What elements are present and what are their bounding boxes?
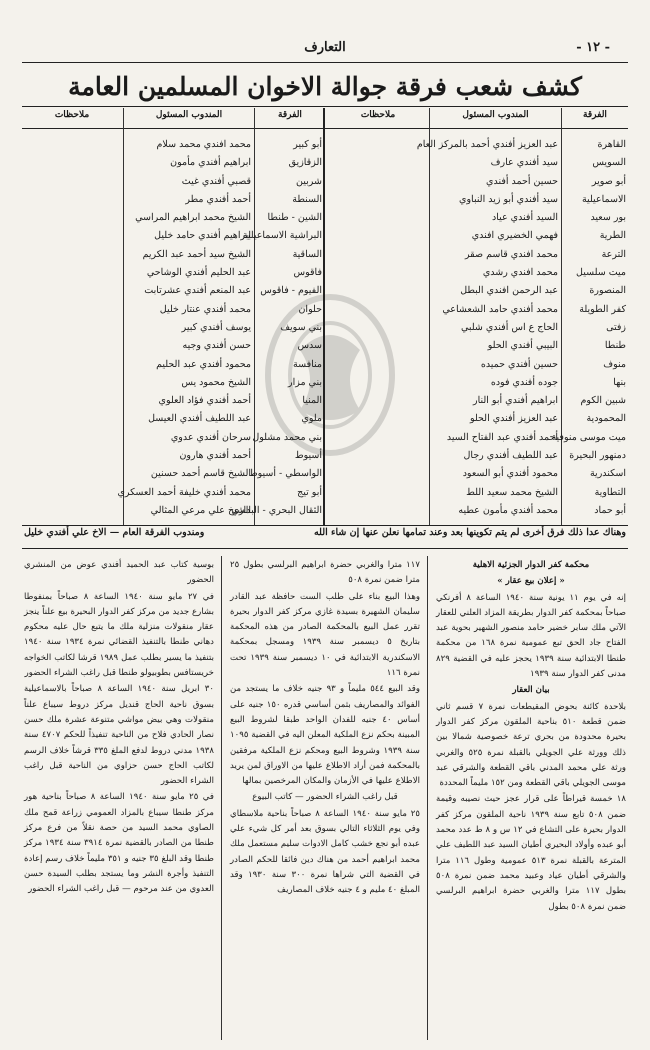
delegate-cell: محمد افندي محمد سلام — [156, 139, 251, 150]
troop-cell: أبو حماد — [594, 504, 626, 516]
right-troops-list — [551, 136, 626, 520]
ad-heading: « إعلان بيع عقار » — [497, 576, 565, 587]
delegate-cell: محمد أفندي حامد الشعشاعي — [442, 303, 558, 315]
col-header-troop-right: الفرقة — [583, 110, 607, 120]
ad-column-middle — [230, 558, 420, 1038]
troop-cell: حلوان — [298, 303, 322, 315]
delegate-cell: ابراهيم أفندي حامد خليل — [154, 230, 251, 242]
column-divider — [221, 556, 222, 1040]
publication-name: التعارف — [304, 40, 346, 55]
ad-column-left — [24, 558, 214, 1038]
title-rule — [22, 106, 628, 107]
delegate-cell: محمود أفندي أبو السعود — [462, 468, 558, 480]
ad-column-right — [436, 558, 626, 1038]
troop-cell: طنطا — [604, 340, 626, 352]
troop-cell: البراشية الاسماعيلية — [242, 230, 322, 242]
col-header-notes-left: ملاحظات — [54, 110, 90, 120]
delegate-cell: أحمد أفندي هارون — [179, 450, 251, 462]
page-number: - ١٢ - — [576, 40, 610, 55]
table-header-rule — [22, 128, 628, 129]
ads-top-rule — [22, 548, 628, 549]
ad-paragraph: وقد البيع ٥٤٤ مليماً و ٩٣ جنيه خلاف ما يستجد من الفوائد والمصاريف بثمن أساسي قدره ١٥٠ جنيه على أساس ٤٠ جنيه للفدان الواحد طبقا لشروط البيع المبينة بحكم نزع الملكية المعلن اليه في القضية ١٠٩٥ سنة ١٩٣٩ وشروط البيع ومحكم نزع الملكية مرفقين بالمحكمة فمن أراد الاطلاع عليها من الاوراق لمن يريد الاطلاع عليها في الأزمان والمكان المرخصين بمالها — [230, 684, 421, 787]
troop-cell: المنيا — [302, 395, 322, 407]
delegate-cell: الشيخ محمد سعيد اللط — [466, 486, 558, 498]
troop-cell: الواسطي - أسيوط — [248, 468, 322, 480]
troop-cell: بني محمد مشلول — [252, 431, 322, 443]
troop-cell: القاهرة — [597, 139, 626, 150]
footnote-right: وهناك عدا ذلك فرق أخرى لم يتم تكوينها بعد وعند تمامها نعلن عنها إن شاء الله — [313, 527, 626, 538]
delegate-cell: عبد اللطيف أفندي العيسل — [148, 413, 251, 425]
ad-paragraph: في ٢٥ مايو سنة ١٩٤٠ الساعة ٨ صباحاً بناحية هور مركز طنطا سيباع بالمزاد العمومي زراعة قمح ملك الصاوي محمد السيد من حصة نقلاً من فرع مركز طنطا من الصادر بالقضية نمرة ٣٩١٤ سنة ١٩٣٤ مركز طنطا وقد البلغ ٣٥ جنيه و ٣٥١ مليماً خلاف رسم إعادة التنفيذ وأجرة النشر وما يستجد بطلب السيدة حسن العدوي من عند مرحوم — قبل راغب الشراء الحضور — [24, 792, 215, 895]
footnote-left: ومندوب الفرقة العام — الاخ علي أفندي خليل — [24, 527, 205, 538]
table-footnote — [24, 527, 626, 545]
delegate-cell: جوده أفندي فوده — [490, 376, 558, 388]
ad-heading: بيان العقار — [512, 685, 550, 696]
col-header-notes-right: ملاحظات — [360, 110, 396, 120]
ad-paragraph: وهذا البيع بناء على طلب الست حافظة عبد القادر سليمان الشهيرة بسيدة غازي مركز كفر الدوار بحيرة تقرر عمل البيع بالمحكمة الصادر من هذه المحكمة بتاريخ ٥ ديسمبر سنة ١٩٣٩ ومسجل بمحكمة الاسكندرية الابتدائية في ١٠ ديسمبر سنة ١٩٣٩ تحت نمرة ١١٦ — [230, 591, 420, 679]
delegate-cell: أحمد أفندي عبد الفتاح السيد — [446, 431, 558, 443]
troop-cell: السنطة — [292, 193, 322, 205]
troop-cell: بني سويف — [280, 321, 322, 333]
ad-paragraph: إنه في يوم ١١ يونية سنة ١٩٤٠ الساعة ٨ أفرنكي صباحاً بمحكمة كفر الدوار بطريقة المزاد العلني للعقار الآتي ملك سابر خضير حامد منصور الشهير بحوية عبد الفتاح جاد الحق تبع عمومية نمرة ١٦٨ من محكمة طنطا الابتدائية سنة ١٩٣٩ يحجز عليه في القضية ٨٢٩ مدنى كفر الدوار سنة ١٩٣٩ — [436, 592, 626, 680]
delegate-cell: حسين أحمد أفندي — [486, 175, 558, 187]
delegate-cell: سيد أفندي عارف — [490, 157, 558, 169]
delegate-cell: عبد اللطيف أفندي رجال — [463, 450, 558, 462]
troop-cell: ميت موسى منوفية — [551, 431, 626, 443]
troop-cell: بني مزار — [287, 376, 322, 388]
troop-cell: ميت سلسيل — [576, 267, 626, 279]
troop-cell: الساقية — [292, 248, 322, 260]
troop-cell: منوف — [603, 358, 626, 370]
ad-paragraph: ١٨ خمسة قيراطاً على قرار عجز حيث نصيبه وقيمة ضمن ٥٠٨ تابع سنة ١٩٣٩ ناحية الملقون مركز كفر الدوار بحيرة على التشاع في ١٢ س و ٨ ط عدد محمد أبو عبده وأولاد البحيري أطيان السيد عبد اللطيف علي المترعة بالقبلة نمرة ٥١٣ عمومية وطول ١١٦ مترا والشرقي أطيان عياد وعبيد محمد ضمن نمرة ٥٠٨ بطول ١١٧ مترا والغربي حضرة ابراهيم البرلسي ضمن نمرة ٥٠٨ بطول — [436, 794, 627, 912]
delegate-cell: أحمد أفندي فؤاد العلوي — [158, 395, 251, 407]
troop-cell: أبو صوير — [591, 175, 626, 187]
delegate-cell: حسن أفندي وجيه — [182, 340, 251, 352]
troop-cell: الطرية — [599, 230, 626, 242]
troop-cell: فاقوس — [293, 267, 322, 279]
delegate-cell: البيبي أفندي الحلو — [487, 340, 558, 352]
table-divider — [561, 108, 562, 526]
header-rule — [22, 62, 628, 63]
troop-cell: أبو كبير — [293, 139, 322, 150]
ad-paragraph: ٢٥ مايو سنة ١٩٤٠ الساعة ٨ صباحاً بناحية ملاسطاي وفي يوم الثلاثاء التالي بسوق بعد أمر كل شيء علي عبده أبو نجع خشب كامل الادوات سليم مستعمل ملك محمد ابراهيم أحمد من هناك دين فائقا للحكم الصادر في القضية التي شراها نمرة ٣٠٠ سنة ١٩٣٠ وقد المبلغ ٤٠ مليم و ٤ جنيه خلاف المصاريف — [230, 808, 421, 896]
troop-cell: دمنهور البحيرة — [569, 450, 626, 462]
troop-cell: الزقازيق — [288, 157, 322, 169]
delegate-cell: عبد العزيز أفندي أحمد بالمركز العام — [416, 139, 558, 150]
delegate-cell: محمد افندي قاسم صقر — [464, 248, 558, 260]
ad-signature: قبل راغب الشراء الحضور — كاتب البيوع — [252, 792, 398, 803]
delegate-cell: محمد افندي رشدي — [482, 267, 558, 279]
troop-cell: كفر الطويلة — [579, 303, 626, 315]
troop-cell: الثقال البحري - البداري — [231, 504, 322, 516]
table-divider — [123, 108, 124, 526]
delegate-cell: محمد أفندي عنتار خليل — [159, 303, 251, 315]
col-header-delegate-right: المندوب المسئول — [462, 110, 529, 120]
delegate-cell: عبد المنعم أفندي عشرتابت — [144, 285, 251, 297]
troop-cell: بور سعيد — [590, 212, 626, 224]
delegate-cell: الشيخ قاسم أحمد حسنين — [150, 468, 251, 480]
delegate-cell: ابراهيم أفندي مأمون — [170, 157, 251, 169]
ad-paragraph: بلاحدة كائنة بحوض المقيطعات نمرة ٧ قسم ثاني ضمن قطعة ٥١٠ بناحية الملقون مركز كفر الدوار بحيرة محدودة من بحري ترعة خصوصية شمالا بين ذلك وورثة علي الجويلي بالقبلة نمرة ٥٢٥ والغربي ورثة علي محمد المدني باقي القطعة والشرقي عبد موسى الجويلي باقي القطعة ومن ١٥٢ مليماً المحددة — [436, 701, 626, 789]
troop-cell: شبين الكوم — [580, 395, 626, 407]
troop-cell: اسكندرية — [589, 468, 626, 480]
troop-cell: الاسماعيلية — [581, 193, 626, 205]
ad-paragraph: بوسية كتاب عبد الحميد أفندي عوض من المنشري الحضور — [24, 560, 214, 586]
delegate-cell: ابراهيم أفندي أبو النار — [473, 395, 558, 407]
delegate-cell: قصبي أفندي غيث — [181, 175, 251, 187]
column-divider — [427, 556, 428, 1040]
troop-cell: التطاوية — [594, 486, 626, 498]
delegate-cell: يوسف أفندي كبير — [181, 321, 251, 333]
ad-paragraph: ٣٠ ابريل سنة ١٩٤٠ الساعة ٨ صباحاً بالاسماعيلية بسوق ناحية الحاج قنديل مركز دروط سيباع علناً منقولات وهي بيض مواشي متنوعة عشرة ملك حسن نصار الحادي فلاح من الناحية تنفيذاً للحكم ٤٧٠٧ سنة ١٩٣٨ مدني دروط لدفع الملغ ٣٣٥ قرشاً خلاف الرسم لكاتب الحاج حسن حزاوي من الناحية قبل راغب الشراء الحضور — [24, 684, 215, 787]
troop-cell: أبو تيج — [297, 486, 322, 498]
delegate-cell: أحمد أفندي مطر — [185, 193, 251, 205]
troop-cell: سدس — [297, 340, 322, 352]
table-bottom-rule — [22, 525, 628, 526]
troop-cell: المنصورة — [589, 285, 626, 297]
col-header-troop-left: الفرقة — [278, 110, 302, 120]
delegate-cell: الحاج ع اس أفندي شلبي — [460, 321, 558, 333]
ad-paragraph: في ٢٧ مايو سنة ١٩٤٠ الساعة ٨ صباحاً بمنفوطا بشارع جديد من مركز كفر الدوار البحيرة بيع علناً ينجز عقار منقولات منزلية ملك ما يتبع حال عليه محكوم دهاني طنطا بالتنفيذ القضائي نمرة ١٩٣٤ سنة ١٩٤٠ بتنفيذ ما يسير بطلب عمل ١٩٨٩ قرشا لكاتب الخواجه خريستافس بطوبيولو طنطا قبل راغب الشراء الحضور — [24, 591, 214, 679]
delegate-cell: سرحان أفندي عدوي — [170, 431, 251, 443]
right-delegates-list — [416, 136, 558, 520]
delegate-cell: عبد الحليم أفندي الوشاحي — [146, 267, 251, 279]
ad-paragraph: ١١٧ مترا والغربي حضرة ابراهيم البرلسي بطول ٢٥ مترا ضمن نمرة ٥٠٨ — [230, 560, 420, 586]
troop-cell: المحمودية — [586, 413, 626, 425]
delegate-cell: عبد العزيز أفندي الحلو — [469, 413, 558, 425]
delegate-cell: الشيخ محمود يس — [181, 376, 251, 388]
delegate-cell: محمود أفندي عبد الحليم — [156, 358, 251, 370]
troop-cell: زفتى — [606, 321, 626, 333]
left-delegates-list — [117, 136, 251, 520]
delegate-cell: السيد أفندي عياد — [491, 212, 558, 224]
delegate-cell: محمد أفندي مأمون عطيه — [458, 504, 558, 516]
page-title: كشف شعب فرقة جوالة الاخوان المسلمين العامة — [68, 72, 582, 101]
troop-cell: الفيوم - فاقوس — [260, 285, 322, 297]
troop-cell: الترعة — [601, 248, 626, 260]
troop-cell: بنها — [613, 376, 626, 388]
left-troops-list — [231, 136, 322, 520]
col-header-delegate-left: المندوب المسئول — [155, 110, 223, 120]
troop-cell: الشين - طنطا — [267, 212, 322, 224]
table-divider — [254, 108, 255, 526]
page-header — [30, 40, 620, 60]
delegate-cell: فهمي الخضيري افندي — [471, 230, 558, 242]
delegate-cell: الشيخ سيد أحمد عبد الكريم — [142, 248, 251, 260]
delegate-cell: حسين أفندي حميده — [480, 358, 558, 370]
delegate-cell: الشيخ محمد ابراهيم المراسي — [135, 212, 251, 224]
ad-heading: محكمة كفر الدوار الجزئية الاهلية — [472, 560, 590, 570]
troop-cell: ملوي — [301, 413, 322, 425]
troop-cell: أسيوط — [294, 450, 322, 462]
troop-cell: شربين — [296, 175, 322, 187]
table-center-divider — [323, 108, 325, 526]
table-divider — [429, 108, 430, 526]
troop-cell: منافسة — [293, 358, 322, 370]
troop-cell: السويس — [592, 157, 626, 169]
delegate-cell: الشيخ علي مرعي المثالي — [150, 504, 251, 516]
delegate-cell: سيد أفندي أبو زيد النباوي — [459, 193, 558, 205]
delegate-cell: محمد أفندي خليفة أحمد العسكري — [117, 486, 251, 498]
delegate-cell: عبد الرحمن افندي البطل — [460, 285, 558, 297]
